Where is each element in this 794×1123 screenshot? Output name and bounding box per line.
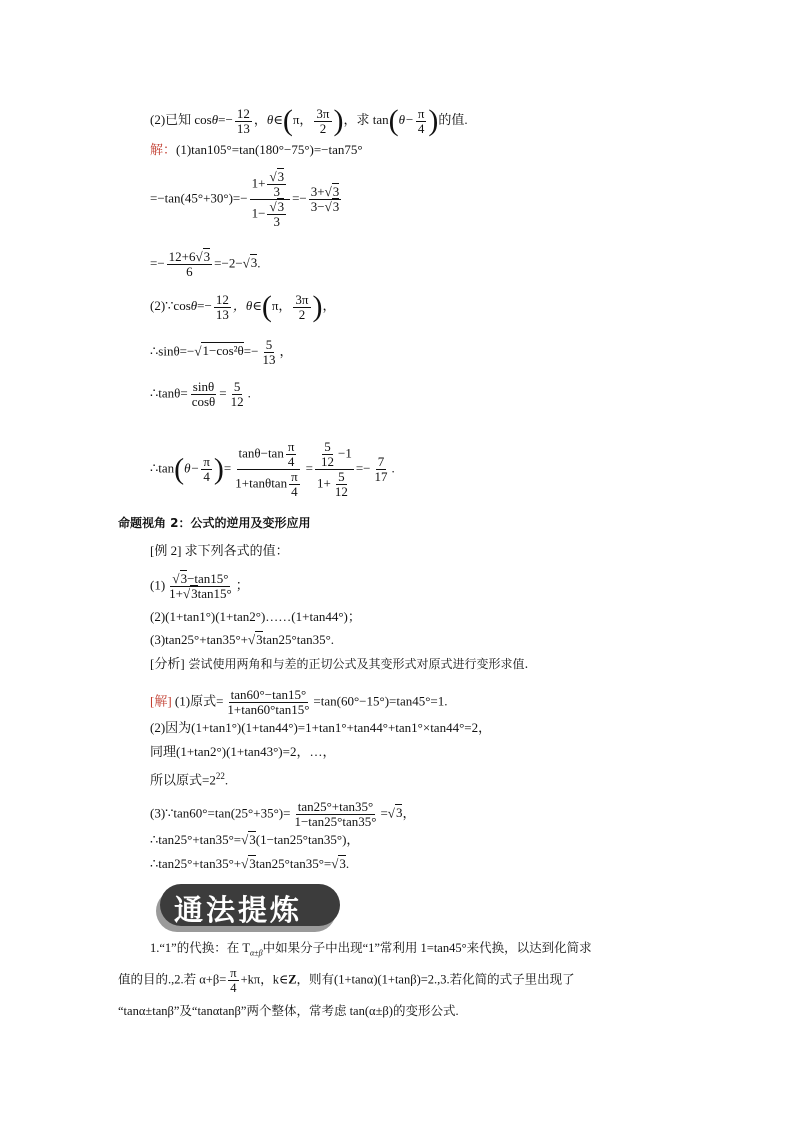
radical-sign: √	[387, 805, 395, 821]
fraction	[373, 455, 390, 484]
numerator: π	[417, 105, 425, 121]
radicand: 3	[277, 199, 285, 214]
numerator: tan25°+tan35°	[297, 799, 374, 814]
answer-2-line-3	[150, 768, 228, 788]
denominator	[309, 200, 341, 214]
denominator: 4	[287, 454, 295, 469]
text: θ	[211, 111, 219, 127]
text: +kπ，k∈	[240, 972, 289, 987]
text: =	[223, 460, 232, 476]
radical-sign: √	[183, 586, 191, 601]
example-q2: (2)(1+tan1°)(1+tan2°)……(1+tan44°)；	[150, 609, 361, 624]
fraction	[416, 107, 427, 136]
numerator: π	[287, 439, 295, 454]
text: θ	[190, 297, 198, 313]
text: .	[345, 856, 350, 871]
denominator: 17	[374, 469, 388, 484]
summary-banner	[160, 884, 340, 928]
fraction	[167, 250, 212, 279]
numerator: tan60°−tan15°	[230, 687, 307, 702]
summary-line-3: “tanα±tanβ”及“tanαtanβ”两个整体，常考虑 tan(α±β)的变形公式.	[118, 1004, 459, 1018]
text: 求下列各式的值：	[181, 543, 289, 558]
radical-sign: √	[269, 169, 277, 184]
radical-sign: √	[324, 199, 332, 214]
text: tan25°tan35°=	[255, 856, 332, 871]
fraction	[235, 107, 252, 136]
right-paren: )	[333, 104, 344, 137]
text: 3−	[310, 199, 325, 214]
fraction	[201, 455, 212, 484]
text: ，	[253, 111, 267, 127]
text: =−	[197, 297, 212, 313]
text: tan15°	[197, 586, 232, 601]
answer-3-line-1	[150, 800, 415, 829]
right-paren: )	[428, 104, 439, 137]
denominator: 4	[230, 981, 237, 995]
fraction	[214, 293, 231, 322]
denominator: 12	[230, 394, 244, 409]
text: =−2−	[214, 255, 243, 271]
denominator: 1+tan60°tan15°	[227, 702, 310, 717]
right-paren: )	[312, 290, 323, 323]
text: ∴tan25°+tan35°=	[150, 832, 242, 847]
radicand: 3	[332, 184, 340, 199]
numerator	[315, 440, 354, 470]
numerator: π	[230, 966, 237, 980]
radicand: 3	[256, 632, 263, 647]
radical-sign: √	[241, 832, 249, 847]
numerator: 5	[233, 379, 241, 394]
denominator	[167, 587, 234, 601]
banner-title: 通法提炼	[174, 893, 303, 927]
denominator: 2	[298, 306, 306, 322]
example-q3	[150, 632, 334, 648]
subscript: α±β	[249, 948, 263, 958]
numerator: 12	[215, 291, 229, 307]
text: =tan(60°−15°)=tan45°=1.	[313, 693, 448, 709]
denominator: 6	[186, 264, 193, 279]
denominator: 13	[236, 120, 250, 136]
text: .	[391, 460, 395, 476]
fraction	[289, 470, 300, 499]
numerator	[267, 170, 286, 185]
text: =−	[292, 190, 307, 206]
left-paren: (	[261, 290, 272, 323]
text: tanθ−tan	[238, 445, 284, 461]
numerator	[237, 440, 301, 470]
fraction	[250, 170, 290, 229]
solution-line-1	[150, 142, 363, 158]
text: tan25°tan35°.	[262, 632, 335, 647]
text: ，	[279, 343, 293, 359]
numerator: 12	[236, 105, 250, 121]
section-title: 命题视角 2：公式的逆用及变形应用	[118, 516, 311, 530]
fraction	[228, 966, 238, 995]
text: 1.“1”的代换：在 T	[150, 941, 250, 955]
denominator: 4	[291, 484, 298, 499]
radical-sign: √	[194, 343, 202, 359]
fraction	[167, 572, 234, 601]
radical-sign: √	[247, 632, 256, 647]
numerator	[250, 170, 290, 200]
text: ∴tan	[150, 460, 175, 476]
text: =	[380, 805, 388, 821]
fraction	[190, 380, 218, 409]
denominator: cosθ	[191, 394, 216, 409]
fraction	[314, 107, 331, 136]
denominator: 12	[321, 454, 334, 469]
text: ；	[235, 577, 249, 593]
denominator	[233, 470, 303, 499]
radical-sign: √	[172, 571, 180, 586]
answer-2-line-1: (2)因为(1+tan1°)(1+tan44°)=1+tan1°+tan44°+tan1°×tan44°=2，	[150, 720, 492, 735]
radicand: 3	[249, 832, 256, 847]
radical-sign: √	[195, 249, 203, 264]
fraction	[233, 440, 303, 499]
fraction	[225, 688, 311, 717]
radicand: 3	[250, 255, 258, 271]
fraction	[315, 440, 354, 499]
numerator: 3π	[295, 291, 309, 307]
left-paren: (	[174, 452, 185, 486]
text: =−	[355, 460, 371, 476]
text: 所以原式=2	[150, 772, 216, 788]
text: (2)∵cos	[150, 297, 191, 313]
denominator: 3	[273, 214, 281, 229]
fraction	[292, 800, 378, 829]
solution-label: 解：	[150, 142, 177, 157]
denominator: 13	[262, 352, 276, 367]
exponent: 22	[215, 771, 225, 781]
text: ，θ∈	[232, 297, 262, 313]
solution-line-3	[150, 250, 261, 279]
solution-line-4	[150, 292, 336, 322]
denominator: 2	[319, 120, 327, 136]
radical-sign: √	[331, 856, 339, 871]
example-prompt	[150, 543, 289, 559]
text: π，	[292, 111, 313, 127]
answer-1	[150, 688, 448, 717]
answer-2-line-2: 同理(1+tan2°)(1+tan43°)=2，…，	[150, 744, 336, 759]
text: (1)原式=	[171, 693, 224, 709]
analysis	[150, 656, 528, 672]
text: θ−	[184, 460, 200, 476]
text: (1−tan25°tan35°)，	[255, 832, 360, 847]
numerator: π	[291, 469, 298, 484]
answer-label: [解]	[150, 693, 172, 709]
text: =−tan(45°+30°)=−	[150, 190, 248, 206]
fraction	[309, 185, 341, 214]
text: (3)tan25°+tan35°+	[150, 632, 248, 647]
text: 的值.	[438, 111, 468, 127]
numerator	[170, 572, 230, 587]
radicand: 1−cos²θ	[202, 343, 244, 359]
radicand: 3	[277, 169, 285, 184]
example-label: [例 2]	[150, 543, 182, 558]
summary-line-2	[118, 966, 575, 995]
numerator: 5	[338, 469, 345, 484]
answer-3-line-2	[150, 832, 359, 848]
text: 中如果分子中出现“1”常利用 1=tan45°来代换，以达到化简求	[262, 941, 592, 955]
numerator: π	[203, 454, 210, 469]
fraction	[293, 293, 310, 322]
radicand: 3	[339, 856, 346, 871]
fraction	[286, 440, 297, 469]
text: 1+	[251, 175, 266, 191]
solution-line-2	[150, 170, 343, 229]
numerator: 5	[324, 439, 331, 454]
text: (3)∵tan60°=tan(25°+35°)=	[150, 805, 291, 821]
text: −1	[338, 445, 352, 461]
left-paren: (	[388, 104, 399, 137]
solution-line-7	[150, 440, 395, 499]
text: (1)	[150, 577, 166, 593]
text: ，	[322, 297, 336, 313]
fraction	[267, 170, 286, 199]
text: 1+	[169, 586, 184, 601]
radicand: 3	[191, 586, 198, 601]
text: ∴tanθ=	[150, 385, 188, 401]
radical-sign: √	[241, 856, 249, 871]
text: ∴sinθ=−	[150, 343, 195, 359]
text: ，求 tan	[343, 111, 389, 127]
numerator: 5	[265, 337, 273, 352]
text: 3+	[310, 184, 325, 199]
denominator: 4	[203, 469, 210, 484]
denominator: 1−tan25°tan35°	[294, 814, 377, 829]
text: .	[257, 255, 261, 271]
numerator: 7	[377, 454, 385, 469]
fraction	[319, 440, 336, 469]
right-paren: )	[213, 452, 224, 486]
fraction	[260, 338, 277, 367]
radical-sign: √	[269, 199, 277, 214]
text: −tan15°	[187, 571, 229, 586]
text: 1+	[317, 475, 331, 491]
text: 1−	[251, 205, 266, 221]
radicand: 3	[249, 856, 256, 871]
denominator	[250, 200, 290, 229]
fraction	[229, 380, 246, 409]
radicand: 3	[332, 199, 340, 214]
text: 尝试使用两角和与差的正切公式及其变形式对原式进行变形求值.	[184, 657, 529, 671]
denominator: 4	[417, 120, 425, 136]
radical-sign: √	[242, 255, 250, 271]
numerator	[167, 250, 212, 265]
numerator	[267, 200, 286, 215]
text: (1)tan105°=tan(180°−75°)=−tan75°	[176, 142, 363, 157]
text: =−	[218, 111, 233, 127]
solution-line-5	[150, 338, 292, 367]
text: ，	[402, 805, 416, 821]
radical-sign: √	[324, 184, 332, 199]
part2-question	[150, 106, 468, 136]
denominator	[315, 470, 354, 499]
analysis-label: [分析]	[150, 656, 185, 671]
text: π，	[271, 297, 292, 313]
text: =	[305, 460, 313, 476]
text: 1+tanθtan	[235, 475, 288, 491]
example-q1	[150, 572, 249, 601]
denominator: 12	[334, 484, 348, 499]
text: 12+6	[168, 249, 196, 264]
text: θ∈	[266, 111, 283, 127]
radicand: 3	[395, 805, 403, 821]
text: ∴tan25°+tan35°+	[150, 856, 242, 871]
text: .	[247, 385, 251, 401]
text: .	[224, 772, 229, 788]
solution-line-6	[150, 380, 251, 409]
text: Z	[288, 972, 297, 987]
denominator: 3	[273, 184, 281, 199]
text: ，则有(1+tanα)(1+tanβ)=2.,3.若化简的式子里出现了	[296, 972, 575, 987]
radicand: 3	[180, 571, 188, 586]
text: θ−	[398, 111, 414, 127]
text: =−	[150, 255, 165, 271]
fraction	[333, 470, 350, 499]
summary-line-1	[150, 940, 592, 962]
left-paren: (	[282, 104, 293, 137]
denominator: 13	[215, 306, 229, 322]
numerator: 3π	[316, 105, 330, 121]
text: =−	[243, 343, 259, 359]
text: 值的目的.,2.若 α+β=	[118, 972, 227, 987]
answer-3-line-3	[150, 856, 349, 872]
radicand: 3	[203, 249, 211, 264]
text: (2)已知 cos	[150, 111, 212, 127]
text: =	[219, 385, 227, 401]
numerator: sinθ	[192, 379, 215, 394]
fraction	[267, 200, 286, 229]
